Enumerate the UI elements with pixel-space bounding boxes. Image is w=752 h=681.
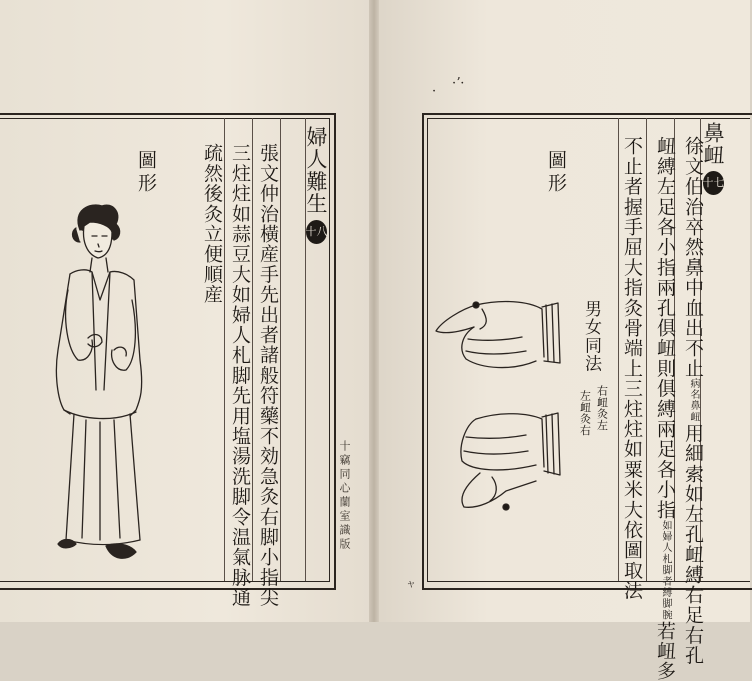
right-figure-label: 圖形 (545, 150, 567, 196)
book-gutter (369, 0, 379, 622)
page-mark: ャ (406, 579, 416, 590)
right-text-line-2 (650, 136, 674, 681)
printing-speck: ·ʼ· (452, 76, 465, 91)
right-line1-tail: 用細索如左孔衄縛右足右孔 (682, 423, 704, 666)
hands-illustration (432, 295, 582, 520)
printing-speck: · (432, 84, 437, 99)
left-margin-text: 十竊同心蘭室識版 (338, 440, 351, 552)
right-line2-main: 衄縛左足各小指兩孔俱衄則俱縛兩足各小指 (654, 136, 676, 520)
left-page-title-column (305, 126, 327, 244)
right-text-line-3: 不止者握手屈大指灸骨端上三炷炷如粟米大依圖取法 (621, 136, 643, 601)
right-line1-note: 病名鼻衄 (688, 378, 699, 424)
same-method-note: 男女同法 (581, 300, 601, 373)
right-line2-tail: 若衄多 (654, 620, 676, 681)
right-frame-inner-top (427, 118, 750, 119)
hand-note-right-nosebleed: 右衄灸左 (595, 385, 609, 431)
left-figure-label: 圖形 (135, 150, 157, 196)
woman-figure-illustration (40, 200, 160, 570)
right-frame-inner-left (427, 118, 428, 582)
left-text-line-1: 張文仲治橫産手先出者諸般符藥不効急灸右脚小指尖 (257, 143, 279, 608)
left-text-line-2: 三炷炷如蒜豆大如婦人札脚先用塩湯洗脚令温氣脉通 (229, 143, 251, 608)
left-page-number-badge: 十八 (306, 220, 327, 244)
column-rule (646, 118, 647, 581)
right-page-number-badge: 十七 (703, 171, 724, 195)
left-frame-inner-right (329, 118, 330, 582)
right-page-title-column (702, 122, 724, 195)
right-line1-main: 徐文伯治卒然鼻中血出不止 (682, 136, 704, 379)
left-text-line-3: 疏然後灸立便順産 (201, 143, 223, 305)
right-text-line-1 (678, 136, 702, 666)
right-page-title: 鼻衄 (701, 122, 725, 167)
column-rule (618, 118, 619, 581)
column-rule (224, 118, 225, 581)
left-frame-inner-bottom (0, 581, 329, 582)
column-rule (280, 118, 281, 581)
left-page-title: 婦人難生 (304, 126, 328, 215)
column-rule (252, 118, 253, 581)
right-line2-note: 如婦人札脚者縛脚腕 (660, 519, 671, 621)
hand-note-left-nosebleed: 左衄灸右 (578, 390, 592, 436)
